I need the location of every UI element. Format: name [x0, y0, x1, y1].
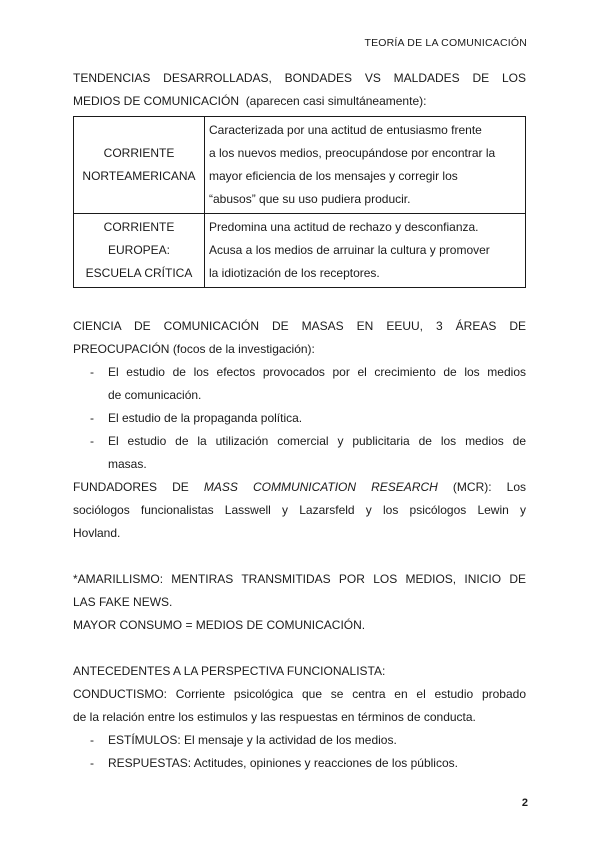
section-title-note: (aparecen casi simultáneamente):	[245, 94, 427, 108]
cell-line: CORRIENTE	[103, 220, 175, 234]
founders-line: Hovland.	[73, 526, 121, 540]
areas-list	[73, 361, 526, 476]
list-item-line: masas.	[108, 457, 147, 471]
amarillismo-note: *AMARILLISMO: MENTIRAS TRANSMITIDAS POR LOS MEDIOS, INICIO DE	[73, 572, 526, 586]
section-title-note: (focos de la investigación):	[172, 342, 315, 356]
table-cell-corriente	[74, 117, 205, 214]
amarillismo-note: LAS FAKE NEWS.	[73, 595, 173, 609]
running-header: TEORÍA DE LA COMUNICACIÓN	[364, 37, 527, 49]
section-tendencias	[73, 67, 526, 288]
list-item: - ESTÍMULOS: El mensaje y la actividad de los medios.	[73, 729, 526, 752]
cell-line: CORRIENTE	[103, 146, 175, 160]
conductismo-list	[73, 729, 526, 775]
page-number: 2	[521, 797, 528, 809]
conductismo-line: de la relación entre los estimulos y las respuestas en términos de conducta.	[73, 710, 476, 724]
cell-line: mayor eficiencia de los mensajes y corregir los	[209, 169, 458, 183]
section-title: ANTECEDENTES A LA PERSPECTIVA FUNCIONALISTA:	[73, 664, 386, 678]
table-cell-corriente	[74, 214, 205, 288]
list-item	[73, 361, 526, 407]
tendencias-table	[73, 116, 526, 288]
founders-suffix: (MCR): Los	[452, 480, 526, 494]
cell-line: EUROPEA:	[107, 243, 170, 257]
table-row	[74, 117, 526, 214]
section-ciencia-masas	[73, 315, 526, 775]
founders-line	[73, 476, 526, 499]
conductismo-line: CONDUCTISMO: Corriente psicológica que se centra en el estudio probado	[73, 687, 526, 701]
section-title-continued	[73, 338, 526, 361]
founders-prefix: FUNDADORES DE	[73, 480, 189, 494]
founders-line: sociólogos funcionalistas Lasswell y Lazarsfeld y los psicólogos Lewin y	[73, 503, 526, 517]
list-item-line: - El estudio de la propaganda política.	[108, 411, 303, 425]
list-item-line: - El estudio de los efectos provocados por el crecimiento de los medios	[108, 365, 526, 379]
cell-line: “abusos” que su uso pudiera producir.	[209, 192, 411, 206]
table-row	[74, 214, 526, 288]
table-cell-descripcion	[205, 214, 526, 288]
section-title-continued	[73, 90, 526, 113]
list-item	[73, 407, 526, 430]
section-title-main: PREOCUPACIÓN	[73, 342, 170, 356]
section-title: CIENCIA DE COMUNICACIÓN DE MASAS EN EEUU, 3 ÁREAS DE	[73, 319, 526, 333]
list-item	[73, 430, 526, 476]
cell-line: Predomina una actitud de rechazo y desconfianza.	[209, 220, 479, 234]
cell-line: la idiotización de los receptores.	[209, 266, 380, 280]
list-item-line: - El estudio de la utilización comercial y publicitaria de los medios de	[108, 434, 526, 448]
cell-line: Acusa a los medios de arruinar la cultura y promover	[209, 243, 490, 257]
consumo-note: MAYOR CONSUMO = MEDIOS DE COMUNICACIÓN.	[73, 618, 366, 632]
section-title: TENDENCIAS DESARROLLADAS, BONDADES VS MALDADES DE LOS	[73, 71, 526, 85]
founders-italic-title: MASS COMMUNICATION RESEARCH	[203, 480, 438, 494]
cell-line: a los nuevos medios, preocupándose por encontrar la	[209, 146, 496, 160]
cell-line: Caracterizada por una actitud de entusiasmo frente	[209, 123, 482, 137]
section-title-main: MEDIOS DE COMUNICACIÓN	[73, 94, 240, 108]
cell-line: ESCUELA CRÍTICA	[85, 266, 193, 280]
table-cell-descripcion	[205, 117, 526, 214]
list-item-line: de comunicación.	[108, 388, 202, 402]
cell-line: NORTEAMERICANA	[82, 169, 196, 183]
list-item: - RESPUESTAS: Actitudes, opiniones y reacciones de los públicos.	[73, 752, 526, 775]
